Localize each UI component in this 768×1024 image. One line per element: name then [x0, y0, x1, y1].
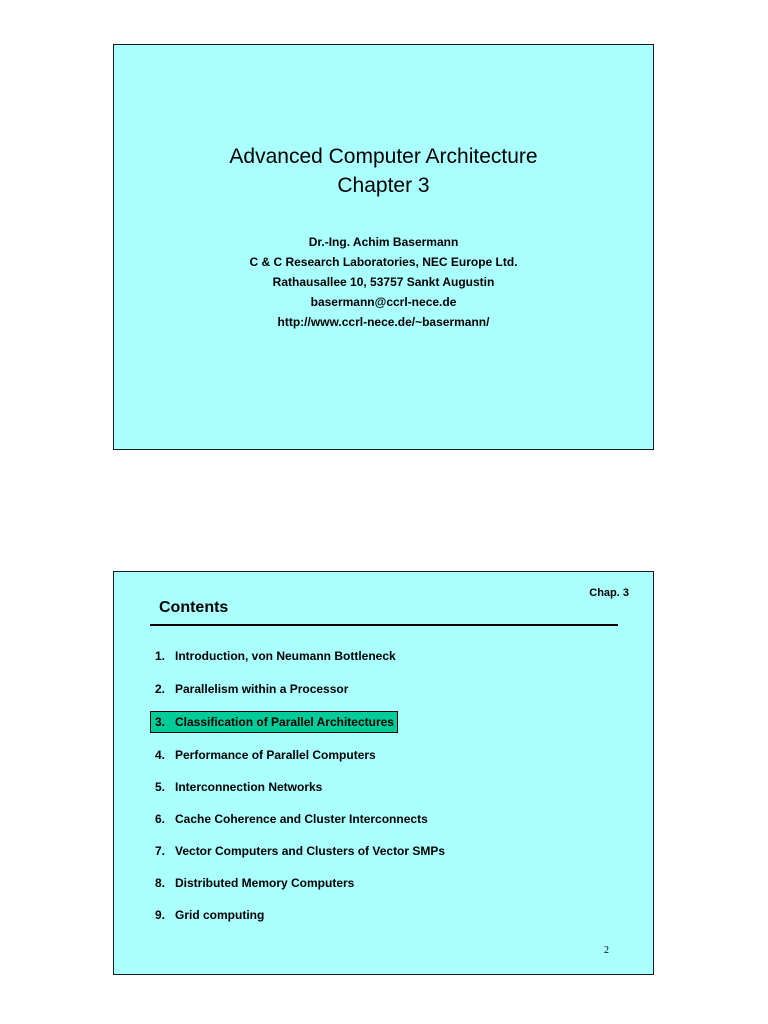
contents-item: 1. Introduction, von Neumann Bottleneck: [155, 649, 396, 663]
author-url: http://www.ccrl-nece.de/~basermann/: [277, 315, 490, 329]
contents-item: 4. Performance of Parallel Computers: [155, 748, 376, 762]
page-number: 2: [604, 945, 609, 956]
contents-item: 9. Grid computing: [155, 908, 265, 922]
contents-item: 5. Interconnection Networks: [155, 780, 323, 794]
author-affiliation: C & C Research Laboratories, NEC Europe Ltd.: [249, 255, 518, 269]
contents-item: 2. Parallelism within a Processor: [155, 682, 349, 696]
title-slide: [113, 44, 654, 450]
chapter-label: Chap. 3: [589, 587, 629, 599]
contents-item: 8. Distributed Memory Computers: [155, 876, 355, 890]
contents-slide: [113, 571, 654, 975]
author-info: [114, 232, 653, 332]
author-address: Rathausallee 10, 53757 Sankt Augustin: [272, 275, 495, 289]
contents-heading: Contents: [159, 599, 229, 616]
contents-item: 7. Vector Computers and Clusters of Vector SMPs: [155, 844, 446, 858]
heading-rule: [150, 624, 618, 626]
contents-item-highlighted: 3. Classification of Parallel Architectures: [150, 711, 398, 733]
author-name: Dr.-Ing. Achim Basermann: [308, 235, 459, 249]
contents-item: 6. Cache Coherence and Cluster Interconnects: [155, 812, 428, 826]
slide-subtitle: Chapter 3: [337, 174, 430, 197]
slide-title: Advanced Computer Architecture: [229, 145, 538, 168]
author-email: basermann@ccrl-nece.de: [310, 295, 457, 309]
